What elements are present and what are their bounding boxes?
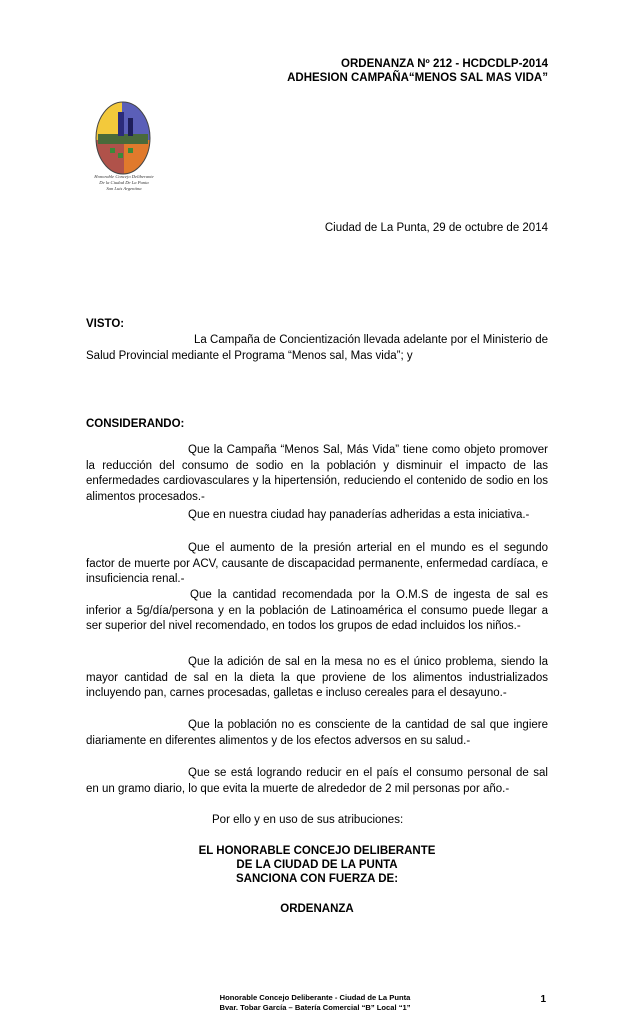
page-number: 1 xyxy=(540,994,546,1005)
logo-caption-line: De la Ciudad De La Punta xyxy=(99,180,149,185)
ordenanza-heading: ORDENANZA xyxy=(280,903,354,915)
logo-caption-line: San Luis Argentina xyxy=(106,186,142,191)
ordinance-title: ADHESION CAMPAÑA“MENOS SAL MAS VIDA” xyxy=(287,72,548,84)
considerando-paragraph: Que la adición de sal en la mesa no es el único problema, siendo la mayor cantidad de sal en la dieta la que proviene de los alimentos industrializados incluyendo pan, carnes procesadas, galletas e incluso cereales para el desayuno.- xyxy=(86,656,548,700)
footer-line: Honorable Concejo Deliberante - Ciudad de La Punta xyxy=(219,993,411,1002)
council-line: DE LA CIUDAD DE LA PUNTA xyxy=(236,859,398,871)
council-line: EL HONORABLE CONCEJO DELIBERANTE xyxy=(198,845,436,857)
considerando-paragraph: Que el aumento de la presión arterial en el mundo es el segundo factor de muerte por ACV, causante de discapacidad permanente, enfermedad cardíaca, e insuficiencia renal.- xyxy=(86,542,548,586)
logo-caption-line: Honorable Concejo Deliberante xyxy=(94,174,154,179)
considerando-heading: CONSIDERANDO: xyxy=(86,418,185,430)
ordinance-number: ORDENANZA Nº 212 - HCDCDLP-2014 xyxy=(341,58,548,70)
council-logo xyxy=(88,98,158,178)
considerando-paragraph: Que en nuestra ciudad hay panaderías adheridas a esta iniciativa.- xyxy=(188,509,530,521)
considerando-paragraph: Que la cantidad recomendada por la O.M.S de ingesta de sal es inferior a 5g/día/persona y en la población de Latinoamérica el consumo puede llegar a ser superior del nivel recomendado, en todos los grupos de edad incluidos los niños.- xyxy=(86,589,548,633)
closing-line: Por ello y en uso de sus atribuciones: xyxy=(212,814,404,826)
council-line: SANCIONA CON FUERZA DE: xyxy=(235,873,399,885)
visto-heading: VISTO: xyxy=(86,318,125,330)
considerando-paragraph: Que se está logrando reducir en el país el consumo personal de sal en un gramo diario, lo que evita la muerte de alrededor de 2 mil personas por año.- xyxy=(86,767,548,795)
footer-line: Bvar. Tobar García – Batería Comercial “B” Local “1” xyxy=(219,1003,411,1012)
considerando-paragraph: Que la población no es consciente de la cantidad de sal que ingiere diariamente en diferentes alimentos y de los efectos adversos en su salud.- xyxy=(86,719,548,747)
document-date: Ciudad de La Punta, 29 de octubre de 2014 xyxy=(324,222,548,234)
visto-text: La Campaña de Concientización llevada adelante por el Ministerio de Salud Provincial mediante el Programa “Menos sal, Mas vida”; y xyxy=(86,334,548,362)
considerando-paragraph: Que la Campaña “Menos Sal, Más Vida” tiene como objeto promover la reducción del consumo de sodio en la población y disminuir el impacto de las enfermedades cardiovasculares y la hipertensión, reduciendo el contenido de sodio en los alimentos procesados.- xyxy=(86,444,548,504)
